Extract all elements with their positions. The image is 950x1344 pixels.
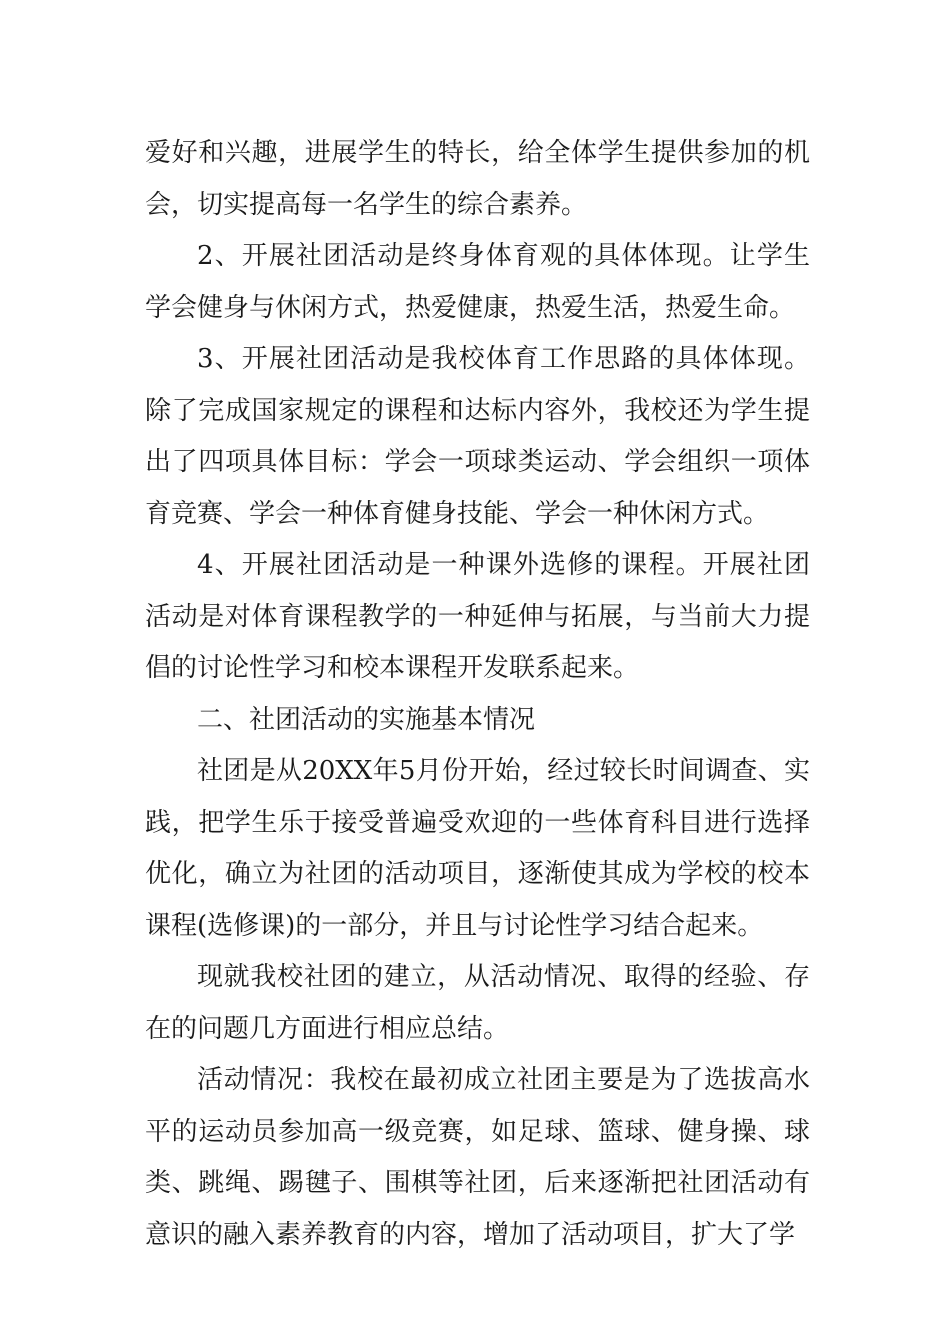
paragraph-point-4: 4、开展社团活动是一种课外选修的课程。开展社团活动是对体育课程教学的一种延伸与拓展，与当前大力提倡的讨论性学习和校本课程开发联系起来。 xyxy=(145,550,810,683)
paragraph-activity-status: 活动情况：我校在最初成立社团主要是为了选拔高水平的运动员参加高一级竞赛，如足球、篮球、健身操、球类、跳绳、踢毽子、围棋等社团，后来逐渐把社团活动有意识的融入素养教育的内容，增加了活动项目，扩大了学 xyxy=(145,1065,810,1250)
section-heading: 二、社团活动的实施基本情况 xyxy=(197,704,536,735)
paragraph-summary-intro: 现就我校社团的建立，从活动情况、取得的经验、存在的问题几方面进行相应总结。 xyxy=(145,962,810,1044)
paragraph-point-3: 3、开展社团活动是我校体育工作思路的具体体现。除了完成国家规定的课程和达标内容外，我校还为学生提出了四项具体目标：学会一项球类运动、学会组织一项体育竞赛、学会一种体育健身技能、学会一种休闲方式。 xyxy=(145,344,810,529)
paragraph-continuation: 爱好和兴趣，进展学生的特长，给全体学生提供参加的机会，切实提高每一名学生的综合素养。 xyxy=(145,138,810,220)
paragraph-club-start: 社团是从20XX年5月份开始，经过较长时间调查、实践，把学生乐于接受普遍受欢迎的一些体育科目进行选择优化，确立为社团的活动项目，逐渐使其成为学校的校本课程(选修课)的一部分，并且与讨论性学习结合起来。 xyxy=(145,756,810,941)
paragraph-point-2: 2、开展社团活动是终身体育观的具体体现。让学生学会健身与休闲方式，热爱健康，热爱生活，热爱生命。 xyxy=(145,241,810,323)
document-body xyxy=(145,128,810,1261)
